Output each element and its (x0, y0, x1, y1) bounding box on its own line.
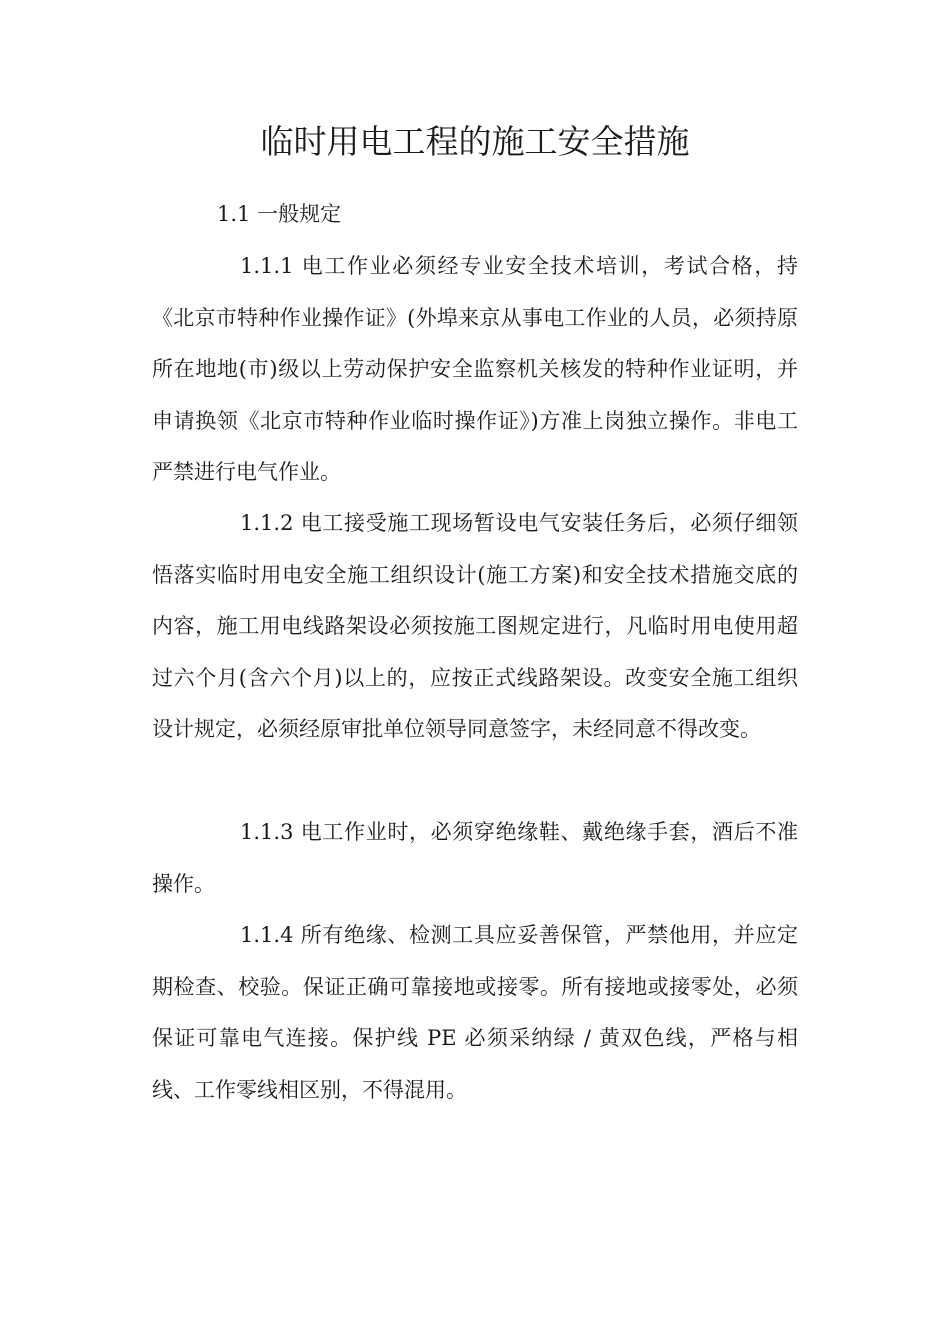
paragraph-1-1-1: 1.1.1 电工作业必须经专业安全技术培训，考试合格，持《北京市特种作业操作证》(外埠来京从事电工作业的人员，必须持原所在地地(市)级以上劳动保护安全监察机关核发的特种作业证明，并申请换领《北京市特种作业临时操作证》)方准上岗独立操作。非电工严禁进行电气作业。 (152, 254, 798, 484)
section-heading: 1.1 一般规定 (217, 202, 342, 226)
paragraph-1-1-2: 1.1.2 电工接受施工现场暂设电气安装任务后，必须仔细领悟落实临时用电安全施工组织设计(施工方案)和安全技术措施交底的内容，施工用电线路架设必须按施工图规定进行，凡临时用电使用超过六个月(含六个月)以上的，应按正式线路架设。改变安全施工组织设计规定，必须经原审批单位领导同意签字，未经同意不得改变。 (152, 511, 798, 741)
paragraph-1-1-4: 1.1.4 所有绝缘、检测工具应妥善保管，严禁他用，并应定期检查、校验。保证正确可靠接地或接零。所有接地或接零处，必须保证可靠电气连接。保护线 PE 必须采纳绿 / 黄双色线，严格与相线、工作零线相区别，不得混用。 (152, 923, 798, 1102)
document-title: 临时用电工程的施工安全措施 (260, 122, 690, 161)
paragraph-1-1-3: 1.1.3 电工作业时，必须穿绝缘鞋、戴绝缘手套，酒后不准操作。 (152, 820, 798, 896)
